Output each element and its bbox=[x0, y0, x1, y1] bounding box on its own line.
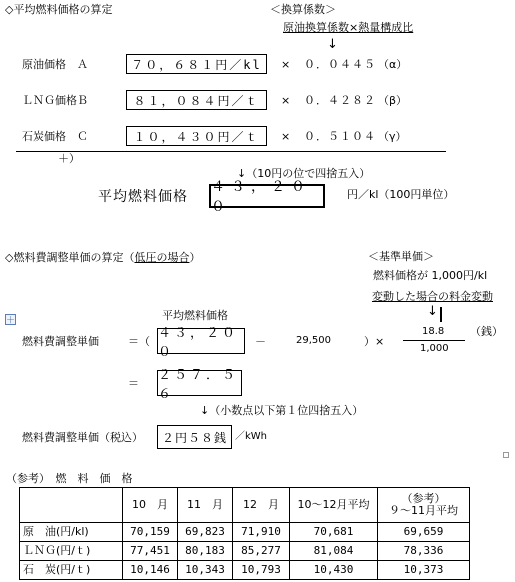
conversion-arrow: ↓ bbox=[327, 37, 338, 52]
crude-greek: （α） bbox=[378, 58, 408, 71]
table-row bbox=[20, 523, 470, 542]
resize-handle[interactable] bbox=[503, 452, 509, 458]
conversion-header: ＜換算係数＞ bbox=[270, 3, 336, 16]
row-label: ＬＮＧ(円/ｔ) bbox=[20, 542, 123, 561]
equals-open: ＝（ bbox=[128, 335, 150, 348]
avg-fuel-label: 平均燃料価格 bbox=[98, 189, 188, 205]
taxed-unit: ／kWh bbox=[235, 431, 268, 442]
lng-coef: ０．４２８２ bbox=[304, 94, 376, 107]
standard-price: 29,500 bbox=[296, 335, 331, 346]
table-cell: 10,343 bbox=[178, 561, 233, 580]
fraction-bar bbox=[403, 340, 465, 341]
sum-line bbox=[16, 151, 446, 152]
reference-title: （参考） 燃 料 価 格 bbox=[6, 472, 133, 485]
reference-table bbox=[19, 487, 470, 580]
close-times: ）× bbox=[364, 335, 385, 348]
lng-times: × bbox=[281, 94, 291, 107]
conversion-formula: 原油換算係数×熱量構成比 bbox=[283, 21, 414, 34]
base-unit-line2: 変動した場合の料金変動 bbox=[372, 290, 493, 303]
row-label: 石 炭(円/ｔ) bbox=[20, 561, 123, 580]
crude-label: 原油価格 Ａ bbox=[22, 58, 88, 71]
plus-icon[interactable]: ＋ bbox=[6, 316, 16, 326]
header-cell bbox=[20, 488, 123, 523]
table-cell: 10,373 bbox=[378, 561, 470, 580]
header-cell: 11 月 bbox=[178, 488, 233, 523]
base-unit-header: ＜基準単価＞ bbox=[368, 250, 434, 263]
header-cell: （参考） ９～11月平均 bbox=[378, 488, 470, 523]
table-cell: 85,277 bbox=[233, 542, 290, 561]
table-cell: 77,451 bbox=[123, 542, 178, 561]
table-cell: 69,659 bbox=[378, 523, 470, 542]
table-cell: 78,336 bbox=[378, 542, 470, 561]
lng-price-box: ８１，０８４円／ｔ bbox=[126, 90, 267, 110]
table-cell: 10,793 bbox=[233, 561, 290, 580]
header-cell: 10～12月平均 bbox=[290, 488, 378, 523]
minus-sign: － bbox=[255, 335, 266, 348]
crude-times: × bbox=[281, 58, 291, 71]
avg-fuel-unit: 円／kl（100円単位） bbox=[347, 188, 455, 201]
taxed-value-box: ２円５８銭 bbox=[157, 425, 232, 449]
coal-times: × bbox=[281, 130, 291, 143]
unit-price-label: 燃料費調整単価 bbox=[22, 335, 99, 348]
table-cell: 81,084 bbox=[290, 542, 378, 561]
table-cell: 80,183 bbox=[178, 542, 233, 561]
table-row bbox=[20, 542, 470, 561]
table-cell: 10,430 bbox=[290, 561, 378, 580]
table-header-row bbox=[20, 488, 470, 523]
coal-price-box: １０，４３０円／ｔ bbox=[126, 126, 267, 146]
section1-title: ◇平均燃料価格の算定 bbox=[5, 3, 113, 16]
lng-label: ＬＮＧ価格Ｂ bbox=[22, 94, 88, 107]
plus-sign: ＋） bbox=[58, 152, 80, 165]
table-row bbox=[20, 561, 470, 580]
base-arrow-bar bbox=[440, 307, 442, 322]
avg-caption: 平均燃料価格 bbox=[162, 309, 228, 322]
taxed-label: 燃料費調整単価（税込） bbox=[22, 431, 143, 444]
coal-label: 石炭価格 Ｃ bbox=[22, 130, 88, 143]
header-cell: 10 月 bbox=[123, 488, 178, 523]
crude-price-box: ７０，６８１円／kl bbox=[126, 54, 267, 74]
row-label: 原 油(円/kl) bbox=[20, 523, 123, 542]
header-cell: 12 月 bbox=[233, 488, 290, 523]
coal-coef: ０．５１０４ bbox=[304, 130, 376, 143]
rounding-note: ↓（10円の位で四捨五入） bbox=[237, 167, 371, 180]
avg-fuel-value-box: ４３，２００ bbox=[209, 184, 325, 208]
base-unit-arrow: ↓ bbox=[427, 304, 438, 319]
table-cell: 70,681 bbox=[290, 523, 378, 542]
lng-greek: （β） bbox=[378, 94, 408, 107]
fraction-numerator: 18.8 bbox=[422, 326, 445, 337]
table-cell: 70,159 bbox=[123, 523, 178, 542]
fraction-denominator: 1,000 bbox=[420, 343, 449, 354]
decimal-rounding-note: ↓（小数点以下第１位四捨五入） bbox=[200, 404, 364, 417]
result-box: ２５７．５６ bbox=[157, 370, 242, 396]
section2-title: ◇燃料費調整単価の算定（低圧の場合） bbox=[5, 251, 201, 264]
equals-sign: ＝ bbox=[128, 377, 139, 390]
low-voltage-label: 低圧の場合 bbox=[134, 251, 190, 264]
table-cell: 71,910 bbox=[233, 523, 290, 542]
table-cell: 69,823 bbox=[178, 523, 233, 542]
avg-value-box: ４３，２００ bbox=[157, 328, 245, 354]
table-cell: 10,146 bbox=[123, 561, 178, 580]
sen-unit: （銭） bbox=[470, 325, 503, 338]
coal-greek: （γ） bbox=[378, 130, 407, 143]
base-unit-line1: 燃料価格が 1,000円/kl bbox=[373, 269, 488, 282]
crude-coef: ０．０４４５ bbox=[304, 58, 376, 71]
